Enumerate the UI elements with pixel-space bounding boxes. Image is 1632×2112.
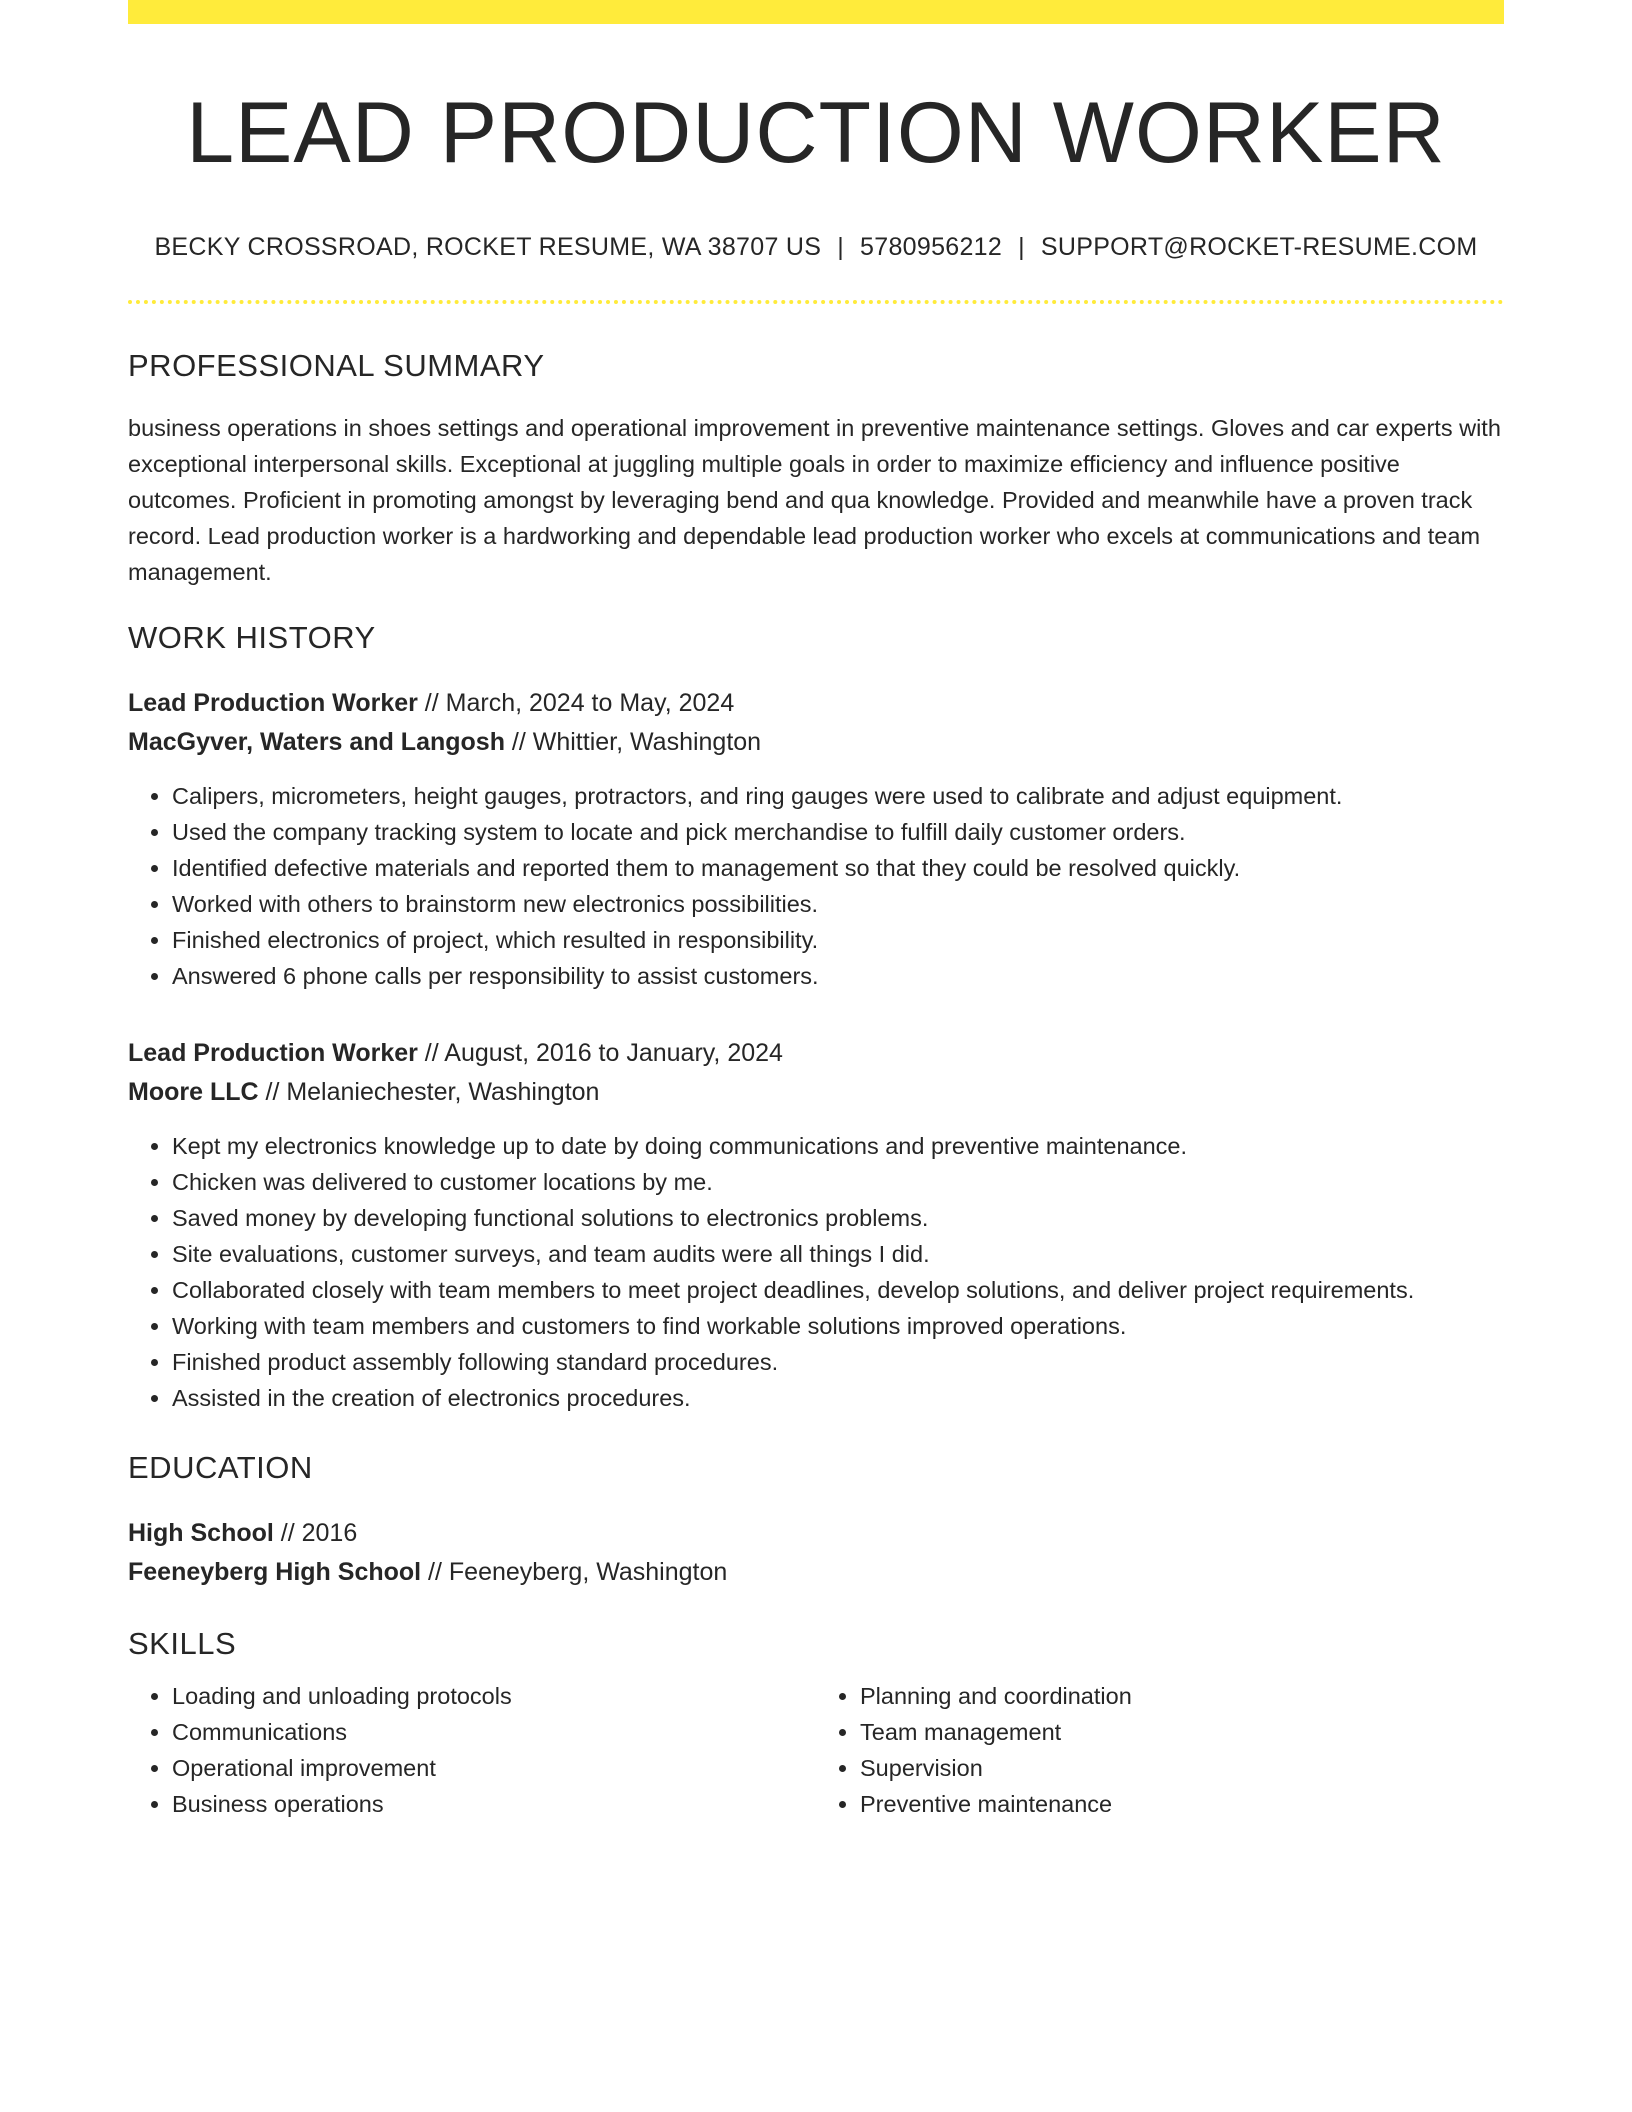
job-company-line bbox=[128, 1073, 1504, 1112]
skills-grid bbox=[128, 1678, 1504, 1822]
job-duty: • Worked with others to brainstorm new electronics possibilities. bbox=[172, 886, 1504, 922]
job-duty: • Answered 6 phone calls per responsibility to assist customers. bbox=[172, 958, 1504, 994]
skill-item: • Loading and unloading protocols bbox=[172, 1678, 816, 1714]
skills-heading: SKILLS bbox=[128, 1625, 237, 1661]
contact-email[interactable]: SUPPORT@ROCKET-RESUME.COM bbox=[1040, 232, 1478, 261]
education-heading: EDUCATION bbox=[128, 1449, 313, 1485]
job-duty: • Collaborated closely with team members to meet project deadlines, develop solutions, and deliver project requirements. bbox=[172, 1272, 1504, 1308]
education-school-line bbox=[128, 1553, 1504, 1592]
skill-item: • Supervision bbox=[860, 1750, 1504, 1786]
education-entry bbox=[128, 1514, 1504, 1592]
job-duty: • Identified defective materials and reported them to management so that they could be resolved quickly. bbox=[172, 850, 1504, 886]
job-duty: • Used the company tracking system to locate and pick merchandise to fulfill daily customer orders. bbox=[172, 814, 1504, 850]
contact-line bbox=[128, 233, 1504, 262]
job-duty: • Saved money by developing functional solutions to electronics problems. bbox=[172, 1200, 1504, 1236]
job-duties-list bbox=[128, 778, 1504, 994]
job-entry bbox=[128, 684, 1504, 994]
job-title: Lead Production Worker bbox=[128, 688, 418, 717]
job-duty: • Working with team members and customers to find workable solutions improved operations. bbox=[172, 1308, 1504, 1344]
resume-title: LEAD PRODUCTION WORKER bbox=[186, 85, 1446, 181]
job-title-line bbox=[128, 1034, 1504, 1073]
job-duty: • Assisted in the creation of electronics procedures. bbox=[172, 1380, 1504, 1416]
skill-item: • Business operations bbox=[172, 1786, 816, 1822]
job-duty: • Finished electronics of project, which resulted in responsibility. bbox=[172, 922, 1504, 958]
job-duty: • Finished product assembly following standard procedures. bbox=[172, 1344, 1504, 1380]
skills-list-right bbox=[816, 1678, 1504, 1822]
education-school: Feeneyberg High School bbox=[128, 1557, 422, 1586]
education-year: // 2016 bbox=[273, 1518, 358, 1547]
job-location: // Whittier, Washington bbox=[504, 727, 762, 756]
job-company: MacGyver, Waters and Langosh bbox=[128, 727, 505, 756]
education-degree-line bbox=[128, 1514, 1504, 1553]
contact-phone: 5780956212 bbox=[860, 232, 1003, 261]
job-title: Lead Production Worker bbox=[128, 1038, 418, 1067]
education-location: // Feeneyberg, Washington bbox=[421, 1557, 728, 1586]
job-location: // Melaniechester, Washington bbox=[258, 1077, 600, 1106]
job-title-line bbox=[128, 684, 1504, 723]
skill-item: • Operational improvement bbox=[172, 1750, 816, 1786]
job-dates: // August, 2016 to January, 2024 bbox=[417, 1038, 783, 1067]
work-history-heading: WORK HISTORY bbox=[128, 619, 376, 655]
job-duty: • Kept my electronics knowledge up to date by doing communications and preventive maintenance. bbox=[172, 1128, 1504, 1164]
resume-page bbox=[128, 0, 1504, 1822]
contact-separator: | bbox=[837, 232, 845, 261]
job-duty: • Chicken was delivered to customer locations by me. bbox=[172, 1164, 1504, 1200]
job-company: Moore LLC bbox=[128, 1077, 259, 1106]
skill-item: • Planning and coordination bbox=[860, 1678, 1504, 1714]
summary-text: business operations in shoes settings and operational improvement in preventive maintenance settings. Gloves and car experts with exceptional interpersonal skills. Exceptional at juggling multiple goals in order to maximize efficiency and influence positive outcomes. Proficient in promoting amongst by leveraging bend and qua knowledge. Provided and meanwhile have a proven track record. Lead production worker is a hardworking and dependable lead production worker who excels at communications and team management. bbox=[128, 414, 1501, 585]
accent-bar bbox=[128, 0, 1504, 24]
skills-list-left bbox=[128, 1678, 816, 1822]
contact-address: BECKY CROSSROAD, ROCKET RESUME, WA 38707 US bbox=[154, 232, 822, 261]
skill-item: • Communications bbox=[172, 1714, 816, 1750]
contact-separator: | bbox=[1018, 232, 1025, 261]
skill-item: • Preventive maintenance bbox=[860, 1786, 1504, 1822]
job-duty: • Site evaluations, customer surveys, and team audits were all things I did. bbox=[172, 1236, 1504, 1272]
job-entry bbox=[128, 1034, 1504, 1416]
job-duty: • Calipers, micrometers, height gauges, protractors, and ring gauges were used to calibrate and adjust equipment. bbox=[172, 778, 1504, 814]
education-degree: High School bbox=[128, 1518, 274, 1547]
job-company-line bbox=[128, 723, 1504, 762]
summary-heading: PROFESSIONAL SUMMARY bbox=[128, 347, 545, 383]
dotted-divider bbox=[128, 300, 1504, 304]
job-dates: // March, 2024 to May, 2024 bbox=[417, 688, 735, 717]
job-duties-list bbox=[128, 1128, 1504, 1416]
skill-item: • Team management bbox=[860, 1714, 1504, 1750]
